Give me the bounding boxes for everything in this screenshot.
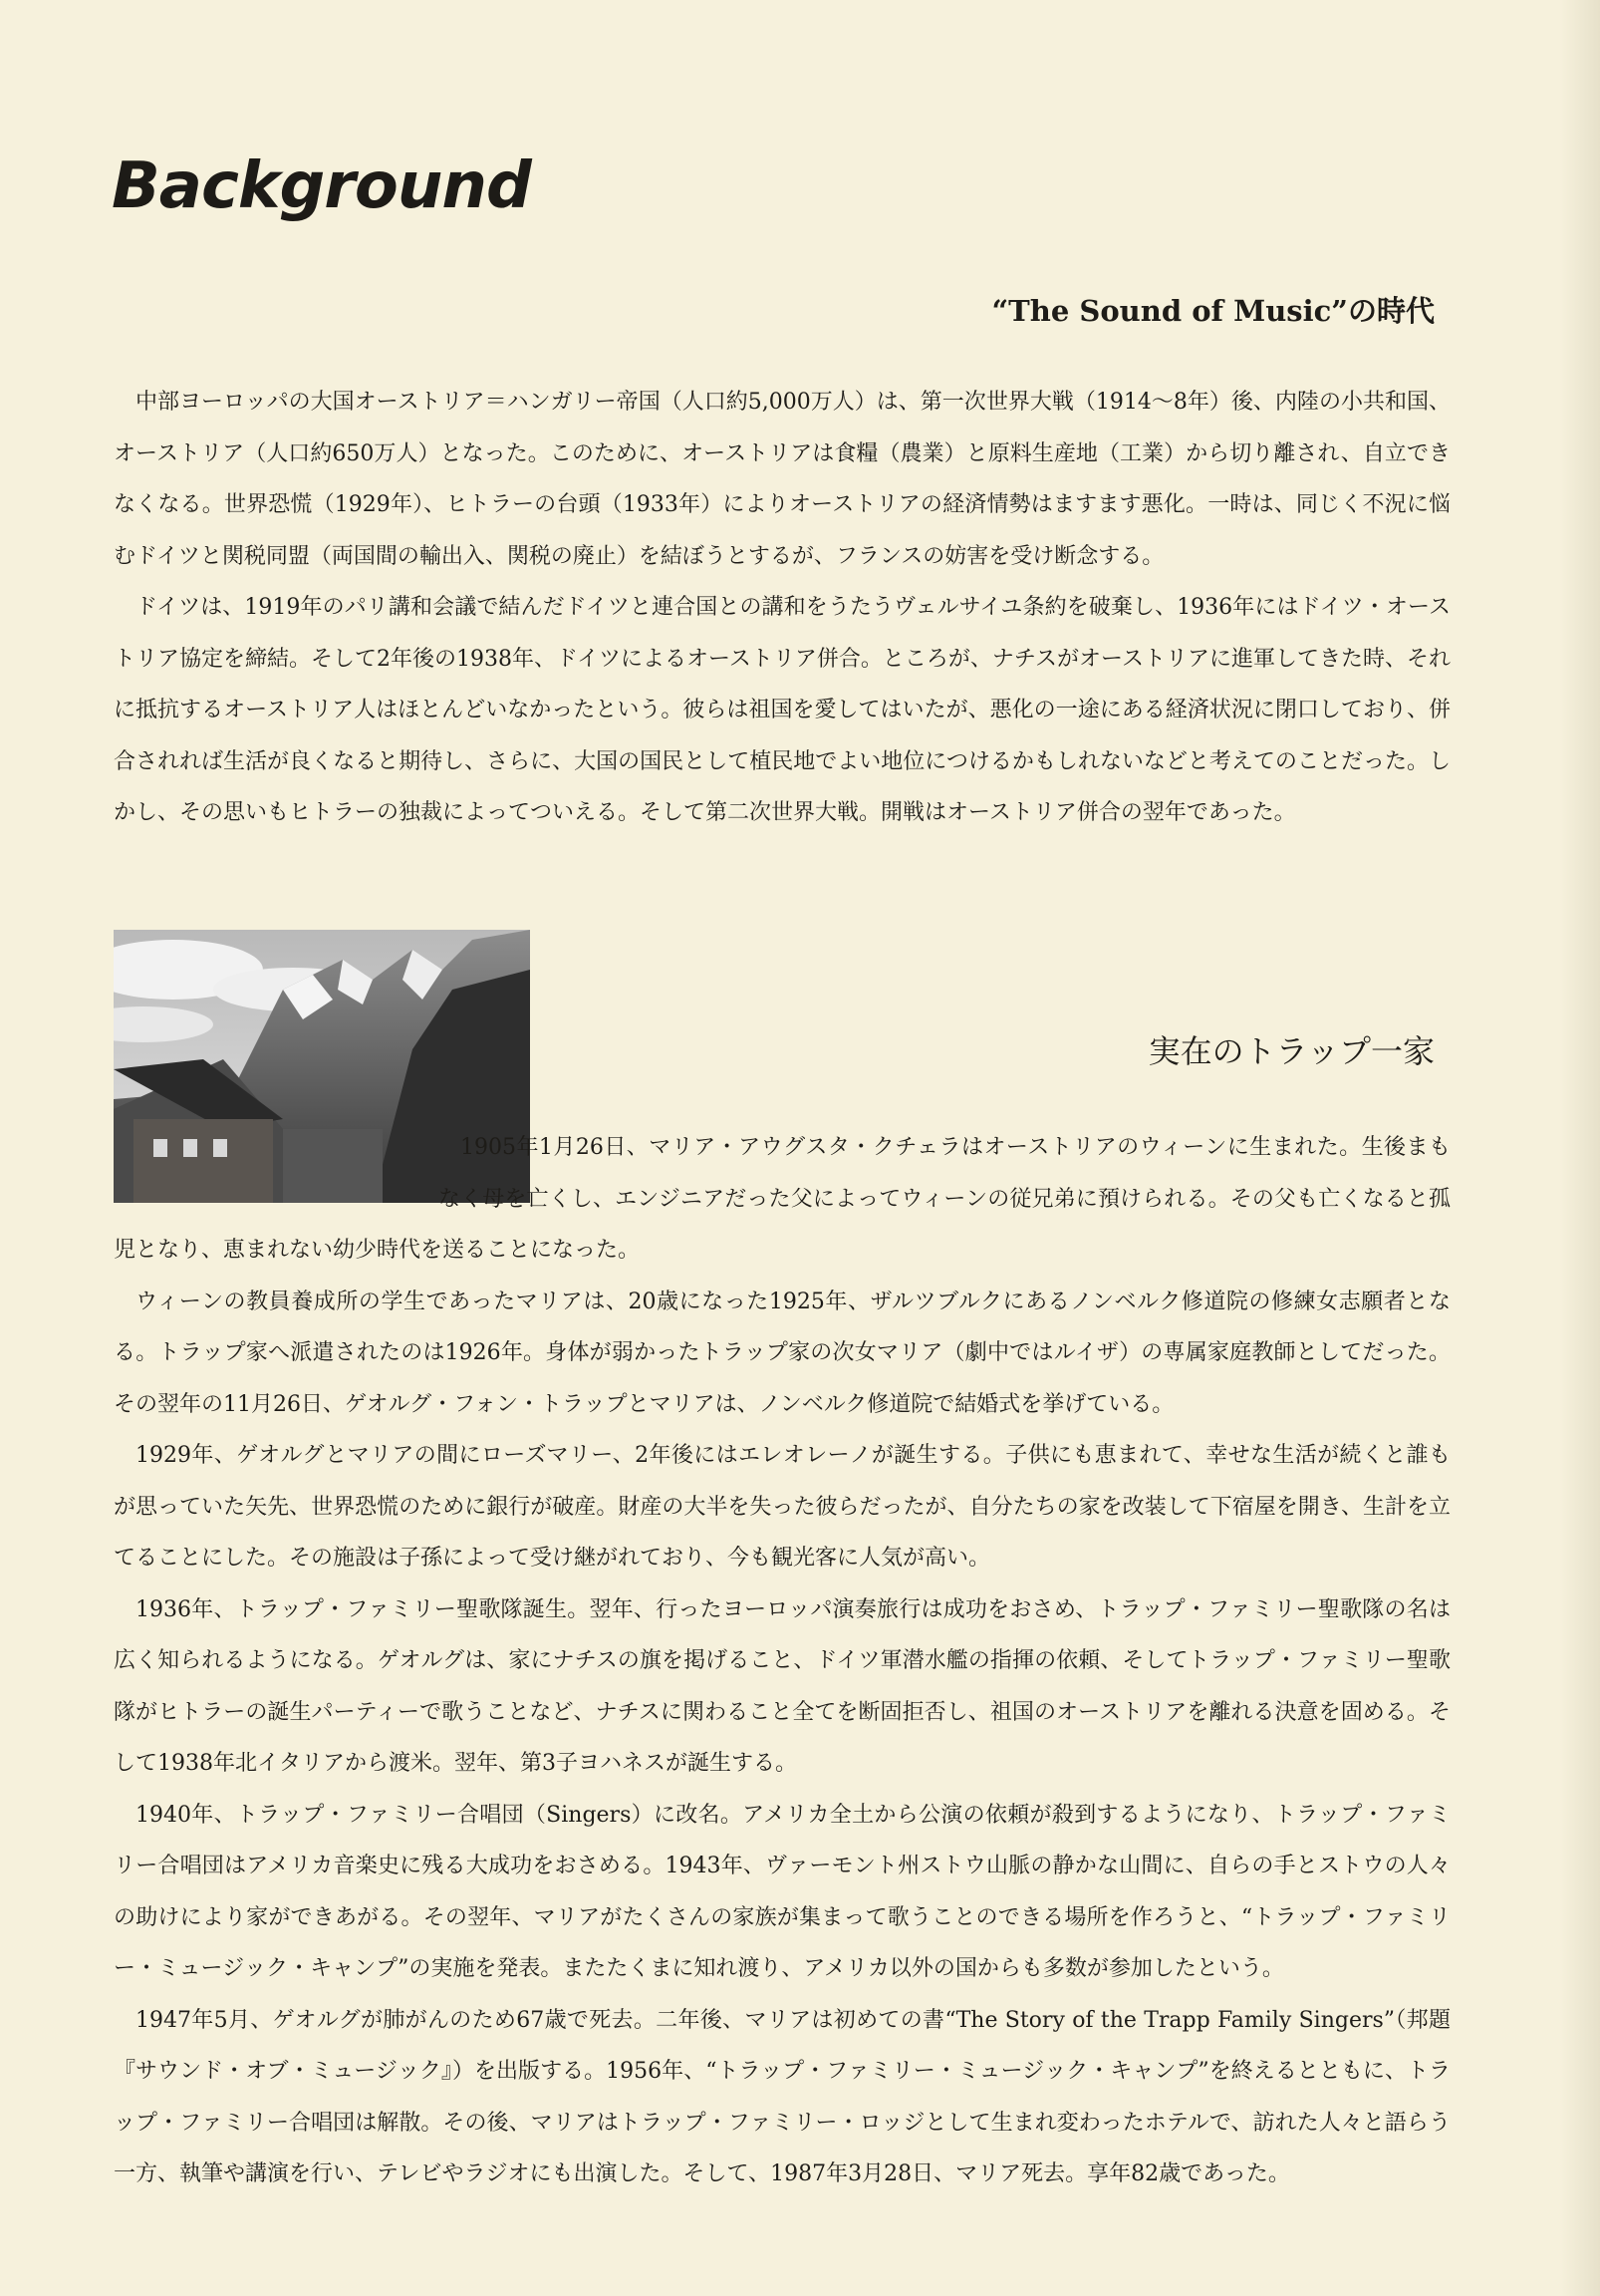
paragraph: 1936年、トラップ・ファミリー聖歌隊誕生。翌年、行ったヨーロッパ演奏旅行は成功をおさめ、トラップ・ファミリー聖歌隊の名は広く知られるようになる。ゲオルグは、家にナチスの旗を掲げること、ドイツ軍潜水艦の指揮の依頼、そしてトラップ・ファミリー聖歌隊がヒトラーの誕生パーティーで歌うことなど、ナチスに関わること全てを断固拒否し、祖国のオーストリアを離れる決意を固める。そして1938年北イタリアから渡米。翌年、第3子ヨハネスが誕生する。	[114, 1596, 1451, 1776]
paragraph: 1947年5月、ゲオルグが肺がんのため67歳で死去。二年後、マリアは初めての書“The Story of the Trapp Family Singers”（邦題『サウンド・オブ・ミュージック』）を出版する。1956年、“トラップ・ファミリー・ミュージック・キャンプ”を終えるとともに、トラップ・ファミリー合唱団は解散。その後、マリアはトラップ・ファミリー・ロッジとして生まれ変わったホテルで、訪れた人々と語らう一方、執筆や講演を行い、テレビやラジオにも出演した。そして、1987年3月28日、マリア死去。享年82歳であった。	[114, 2007, 1451, 2186]
section-heading-trapp-family: 実在のトラップ一家	[1148, 1032, 1435, 1070]
page-title: Background	[112, 149, 531, 223]
section-trapp-body	[114, 1122, 1451, 2200]
paragraph: 1940年、トラップ・ファミリー合唱団（Singers）に改名。アメリカ全土から公演の依頼が殺到するようになり、トラップ・ファミリー合唱団はアメリカ音楽史に残る大成功をおさめる。1943年、ヴァーモント州ストウ山脈の静かな山間に、自らの手とストウの人々の助けにより家ができあがる。その翌年、マリアがたくさんの家族が集まって歌うことのできる場所を作ろうと、“トラップ・ファミリー・ミュージック・キャンプ”の実施を発表。またたくまに知れ渡り、アメリカ以外の国からも多数が参加したという。	[114, 1802, 1451, 1981]
section-era-body	[114, 377, 1451, 839]
page-edge-shadow	[1560, 0, 1600, 2296]
paragraph: 中部ヨーロッパの大国オーストリア＝ハンガリー帝国（人口約5,000万人）は、第一次世界大戦（1914〜8年）後、内陸の小共和国、オーストリア（人口約650万人）となった。このために、オーストリアは食糧（農業）と原料生産地（工業）から切り離され、自立できなくなる。世界恐慌（1929年）、ヒトラーの台頭（1933年）によりオーストリアの経済情勢はますます悪化。一時は、同じく不況に悩むドイツと関税同盟（両国間の輸出入、関税の廃止）を結ぼうとするが、フランスの妨害を受け断念する。	[114, 390, 1451, 569]
paragraph: 1905年1月26日、マリア・アウグスタ・クチェラはオーストリアのウィーンに生まれた。生後まもなく母を亡くし、エンジニアだった父によってウィーンの従兄弟に預けられる。その父も亡くなると孤児となり、恵まれない幼少時代を送ることになった。	[114, 1135, 1451, 1263]
paragraph: 1929年、ゲオルグとマリアの間にローズマリー、2年後にはエレオレーノが誕生する。子供にも恵まれて、幸せな生活が続くと誰もが思っていた矢先、世界恐慌のために銀行が破産。財産の大半を失った彼らだったが、自分たちの家を改装して下宿屋を開き、生計を立てることにした。その施設は子孫によって受け継がれており、今も観光客に人気が高い。	[114, 1443, 1451, 1571]
photo-wrap-spacer	[0, 1122, 438, 1215]
section-heading-era: “The Sound of Music”の時代	[991, 294, 1435, 328]
paragraph: ドイツは、1919年のパリ講和会議で結んだドイツと連合国との講和をうたうヴェルサイユ条約を破棄し、1936年にはドイツ・オーストリア協定を締結。そして2年後の1938年、ドイツによるオーストリア併合。ところが、ナチスがオーストリアに進軍してきた時、それに抵抗するオーストリア人はほとんどいなかったという。彼らは祖国を愛してはいたが、悪化の一途にある経済状況に閉口しており、併合されれば生活が良くなると期待し、さらに、大国の国民として植民地でよい地位につけるかもしれないなどと考えてのことだった。しかし、その思いもヒトラーの独裁によってついえる。そして第二次世界大戦。開戦はオーストリア併合の翌年であった。	[114, 595, 1451, 825]
paragraph: ウィーンの教員養成所の学生であったマリアは、20歳になった1925年、ザルツブルクにあるノンベルク修道院の修練女志願者となる。トラップ家へ派遣されたのは1926年。身体が弱かったトラップ家の次女マリア（劇中ではルイザ）の専属家庭教師としてだった。その翌年の11月26日、ゲオルグ・フォン・トラップとマリアは、ノンベルク修道院で結婚式を挙げている。	[114, 1289, 1451, 1417]
